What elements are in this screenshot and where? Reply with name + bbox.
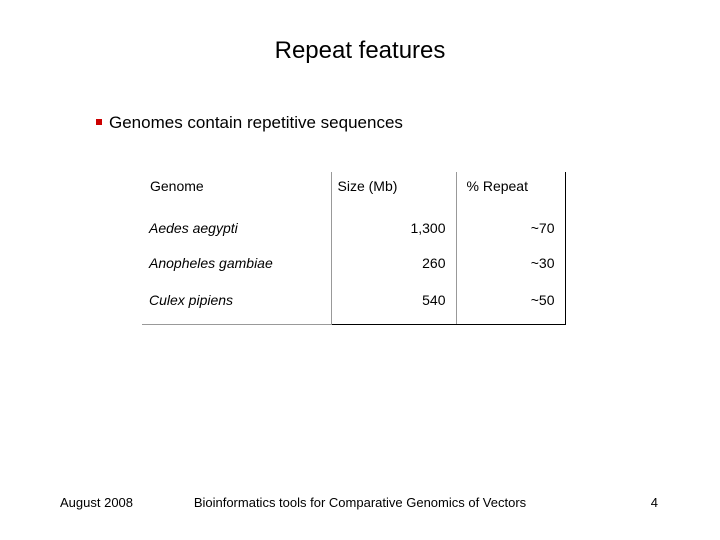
- bullet-item: [96, 112, 403, 134]
- header-repeat: % Repeat: [456, 172, 565, 213]
- header-genome: Genome: [142, 172, 331, 213]
- header-size: Size (Mb): [331, 172, 456, 213]
- size-cell: 260: [331, 250, 456, 287]
- repeat-cell: ~70: [456, 213, 565, 250]
- slide-title: Repeat features: [274, 37, 446, 64]
- genome-cell: Aedes aegypti: [142, 213, 331, 250]
- repeat-cell: ~30: [456, 250, 565, 287]
- square-bullet-icon: [96, 119, 102, 125]
- table-row: [142, 287, 565, 324]
- genome-cell: Anopheles gambiae: [142, 250, 331, 287]
- bullet-text: Genomes contain repetitive sequences: [109, 113, 403, 132]
- repeat-cell: ~50: [456, 287, 565, 324]
- page-number: 4: [650, 495, 658, 510]
- size-cell: 540: [331, 287, 456, 324]
- genome-cell: Culex pipiens: [142, 287, 331, 324]
- footer-title: Bioinformatics tools for Comparative Genomics of Vectors: [193, 495, 527, 510]
- repeat-table: [142, 172, 566, 325]
- table-header-row: [142, 172, 565, 213]
- footer-date: August 2008: [60, 495, 134, 510]
- size-cell: 1,300: [331, 213, 456, 250]
- table-row: [142, 213, 565, 250]
- table-row: [142, 250, 565, 287]
